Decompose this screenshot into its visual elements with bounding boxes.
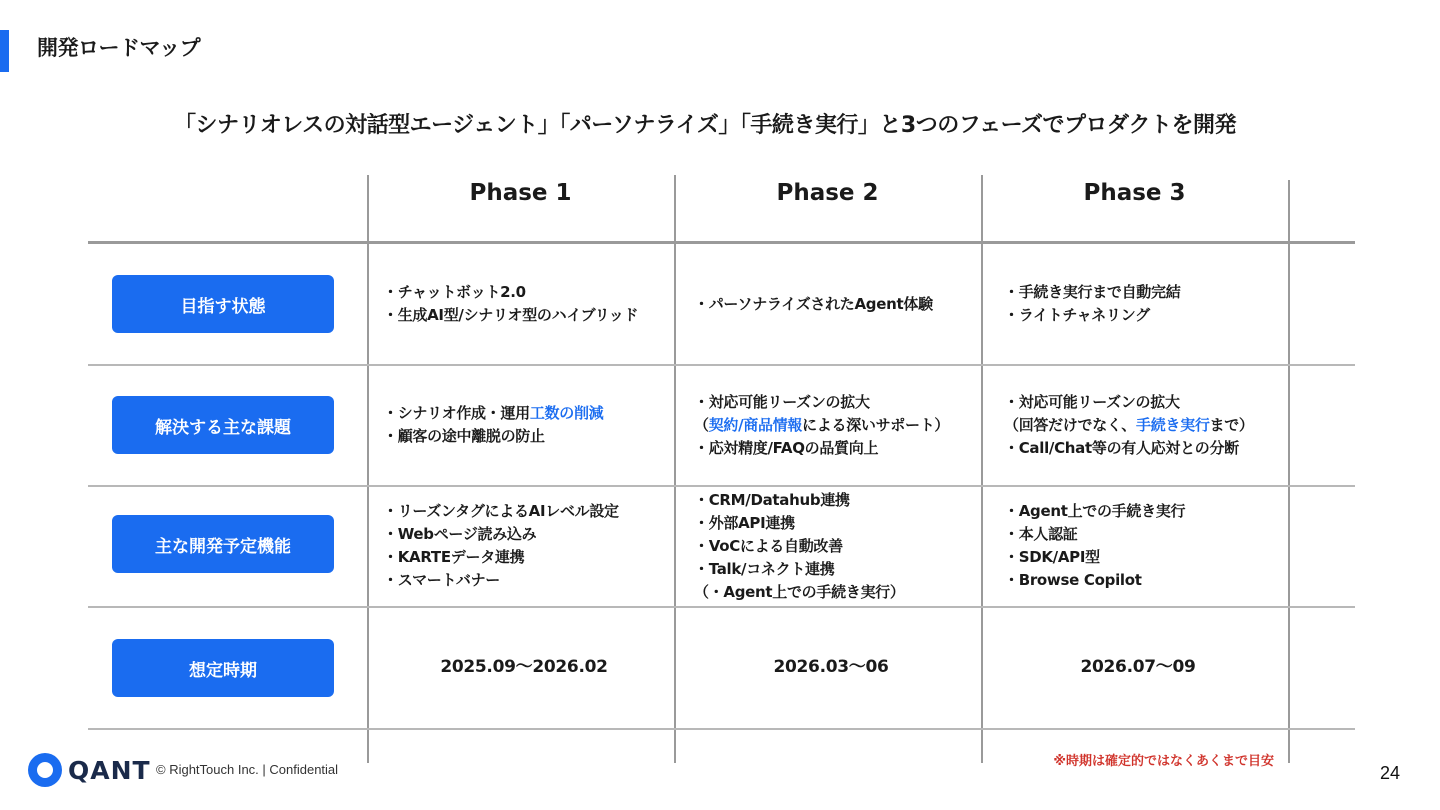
cell-text: ・対応可能リーズンの拡大 (694, 392, 870, 411)
cell-line (383, 546, 683, 569)
cell-text: ・Call/Chat等の有人応対との分断 (1004, 438, 1239, 457)
qant-logo-icon (28, 753, 62, 787)
cell-goal-phase3 (1004, 244, 1304, 364)
cell-line (694, 293, 994, 316)
cell-features-phase1 (383, 486, 683, 606)
page-title: 開発ロードマップ (37, 36, 201, 60)
cell-line (1004, 414, 1304, 437)
cell-line (694, 512, 994, 535)
schedule-disclaimer: ※時期は確定的ではなくあくまで目安 (1053, 754, 1274, 769)
phase-1-header: Phase 1 (469, 180, 572, 206)
cell-text: ・スマートバナー (383, 571, 501, 589)
cell-line (383, 523, 683, 546)
cell-text: ・チャットボット2.0 (383, 283, 526, 301)
cell-features-phase2 (694, 486, 994, 606)
highlighted-text: 契約/商品情報 (708, 415, 803, 434)
cell-issues-phase1 (383, 365, 683, 485)
cell-text: ・リーズンタグによるAIレベル設定 (383, 502, 619, 520)
cell-text: ・Talk/コネクト連携 (694, 559, 835, 578)
cell-line (1004, 500, 1304, 523)
footer-copyright: © RightTouch Inc. | Confidential (156, 762, 339, 777)
highlighted-text: 手続き実行 (1136, 415, 1210, 434)
cell-text: ・応対精度/FAQの品質向上 (694, 438, 879, 457)
cell-line (383, 281, 683, 304)
cell-line (383, 304, 683, 327)
row-label-goal: 目指す状態 (112, 275, 334, 333)
cell-issues-phase3 (1004, 365, 1304, 485)
cell-text: ・シナリオ作成・運用 (383, 404, 530, 422)
cell-line (1004, 304, 1304, 327)
cell-features-phase3 (1004, 486, 1304, 606)
phase-2-header: Phase 2 (776, 180, 879, 206)
cell-line (694, 535, 994, 558)
highlighted-text: 工数の削減 (529, 404, 604, 422)
cell-line (1004, 523, 1304, 546)
cell-text: による深いサポート） (802, 415, 950, 434)
cell-line (694, 581, 994, 604)
cell-line (1004, 281, 1304, 304)
cell-text: ・VoCによる自動改善 (694, 536, 843, 555)
qant-logo-text: QANT (68, 755, 151, 785)
cell-goal-phase2 (694, 244, 994, 364)
cell-text: まで） (1209, 415, 1254, 434)
cell-text: （回答だけでなく、 (1004, 415, 1137, 434)
cell-line (1080, 656, 1195, 679)
cell-text: ・顧客の途中離脱の防止 (383, 427, 545, 445)
cell-text: 2026.07〜09 (1080, 656, 1196, 677)
cell-line (694, 489, 994, 512)
cell-line (694, 437, 994, 460)
cell-timeline-phase1 (374, 607, 674, 727)
row-label-timeline: 想定時期 (112, 639, 334, 697)
cell-text: ・ライトチャネリング (1004, 306, 1150, 324)
cell-line (773, 656, 888, 679)
cell-line (383, 402, 683, 425)
row-label-features: 主な開発予定機能 (112, 515, 334, 573)
cell-line (1004, 437, 1304, 460)
cell-line (694, 391, 994, 414)
cell-text: ・SDK/API型 (1004, 548, 1100, 566)
cell-text: ・CRM/Datahub連携 (694, 490, 850, 509)
cell-text: 2025.09〜2026.02 (440, 656, 608, 677)
cell-timeline-phase2 (681, 607, 981, 727)
cell-issues-phase2 (694, 365, 994, 485)
cell-text: ・KARTEデータ連携 (383, 548, 525, 566)
cell-goal-phase1 (383, 244, 683, 364)
cell-text: ・本人認証 (1004, 525, 1078, 543)
cell-line (694, 414, 994, 437)
cell-text: 2026.03〜06 (773, 656, 889, 677)
cell-text: （ (694, 415, 709, 434)
cell-text: ・生成AI型/シナリオ型のハイブリッド (383, 306, 639, 324)
cell-line (383, 500, 683, 523)
cell-text: ・Agent上での手続き実行 (1004, 502, 1186, 520)
cell-text: ・手続き実行まで自動完結 (1004, 283, 1181, 301)
cell-text: ・Webページ読み込み (383, 525, 537, 543)
title-accent-bar (0, 30, 9, 72)
slide-subtitle: 「シナリオレスの対話型エージェント」「パーソナライズ」「手続き実行」と3つのフェーズでプロダクトを開発 (173, 113, 1237, 138)
row-label-issues: 解決する主な課題 (112, 396, 334, 454)
cell-line (694, 558, 994, 581)
phase-3-header: Phase 3 (1083, 180, 1186, 206)
cell-timeline-phase3 (988, 607, 1288, 727)
qant-logo (28, 753, 151, 787)
cell-line (1004, 546, 1304, 569)
cell-line (1004, 569, 1304, 592)
cell-line (1004, 391, 1304, 414)
cell-text: ・対応可能リーズンの拡大 (1004, 392, 1180, 411)
cell-text: ・パーソナライズされたAgent体験 (694, 294, 933, 313)
cell-line (383, 425, 683, 448)
cell-text: ・Browse Copilot (1004, 571, 1142, 589)
cell-line (383, 569, 683, 592)
cell-text: （・Agent上での手続き実行） (694, 582, 905, 601)
page-number: 24 (1380, 763, 1401, 783)
cell-text: ・外部API連携 (694, 513, 795, 532)
cell-line (440, 656, 607, 679)
